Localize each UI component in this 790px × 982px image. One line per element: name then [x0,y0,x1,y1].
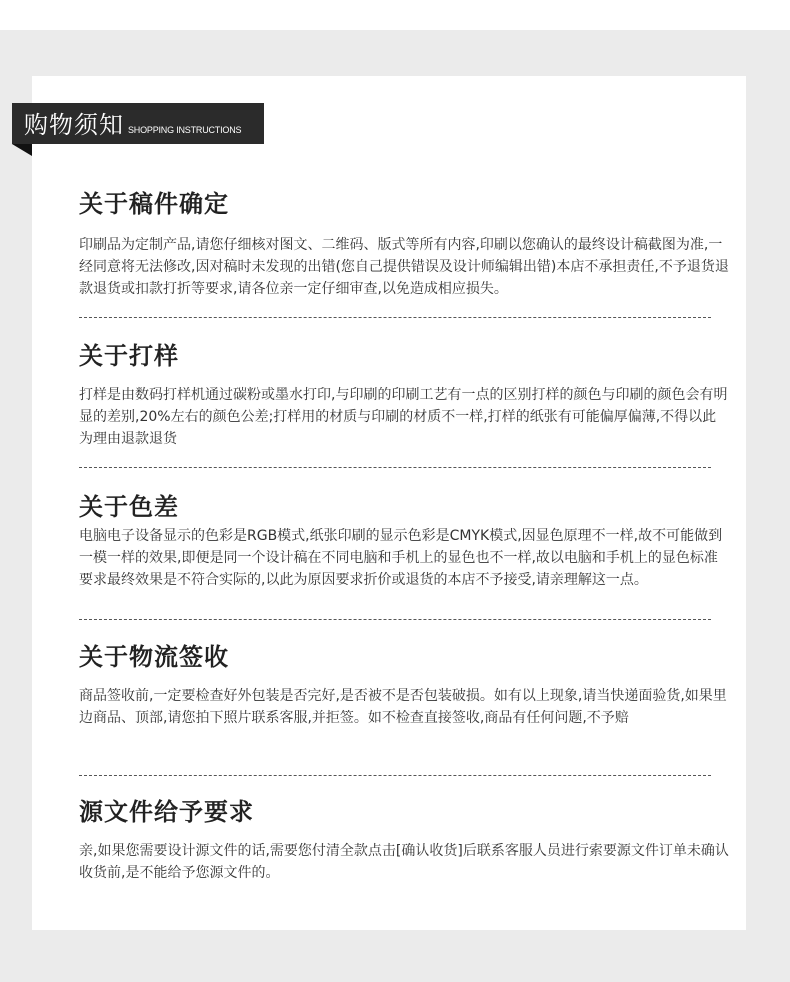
section-heading: 关于打样 [79,342,179,370]
section-heading: 关于稿件确定 [79,190,229,218]
section-body: 打样是由数码打样机通过碳粉或墨水打印,与印刷的印刷工艺有一点的区别打样的颜色与印刷的颜色会有明显的差别,20%左右的颜色公差;打样用的材质与印刷的材质不一样,打样的纸张有可能偏厚偏薄,不得以此为理由退款退货 [79,387,728,447]
section-proofing [79,340,729,450]
top-white-strip [0,0,790,30]
section-logistics-receipt [79,641,729,729]
banner-subtitle: SHOPPING INSTRUCTIONS [128,125,242,135]
section-body: 电脑电子设备显示的色彩是RGB模式,纸张印刷的显示色彩是CMYK模式,因显色原理不一样,故不可能做到一模一样的效果,即便是同一个设计稿在不同电脑和手机上的显色也不一样,故以电脑和手机上的显色标准要求最终效果是不符合实际的,以此为原因要求折价或退货的本店不予接受,请亲理解这一点。 [79,528,723,588]
dashed-divider [79,619,711,620]
section-heading: 关于色差 [79,493,179,521]
dashed-divider [79,317,711,318]
section-color-difference [79,491,729,591]
section-body: 商品签收前,一定要检查好外包装是否完好,是否被不是否包装破损。如有以上现象,请当快递面验货,如果里边商品、顶部,请您拍下照片联系客服,并拒签。如不检查直接签收,商品有任何问题,不予赔 [79,688,727,726]
banner-fold-corner [12,144,32,156]
dashed-divider [79,775,711,776]
section-body: 亲,如果您需要设计源文件的话,需要您付清全款点击[确认收货]后联系客服人员进行索要源文件订单未确认收货前,是不能给予您源文件的。 [79,843,729,881]
banner-title: 购物须知 [24,111,124,139]
section-source-files [79,796,729,884]
section-manuscript-confirmation [79,188,729,300]
section-body: 印刷品为定制产品,请您仔细核对图文、二维码、版式等所有内容,印刷以您确认的最终设计稿截图为准,一经同意将无法修改,因对稿时未发现的出错(您自己提供错误及设计师编辑出错)本店不承担责任,不予退货退款退货或扣款打折等要求,请各位亲一定仔细审查,以免造成相应损失。 [79,237,729,297]
section-heading: 关于物流签收 [79,643,229,671]
section-heading: 源文件给予要求 [79,798,254,826]
shopping-instructions-banner [12,103,264,144]
dashed-divider [79,467,711,468]
